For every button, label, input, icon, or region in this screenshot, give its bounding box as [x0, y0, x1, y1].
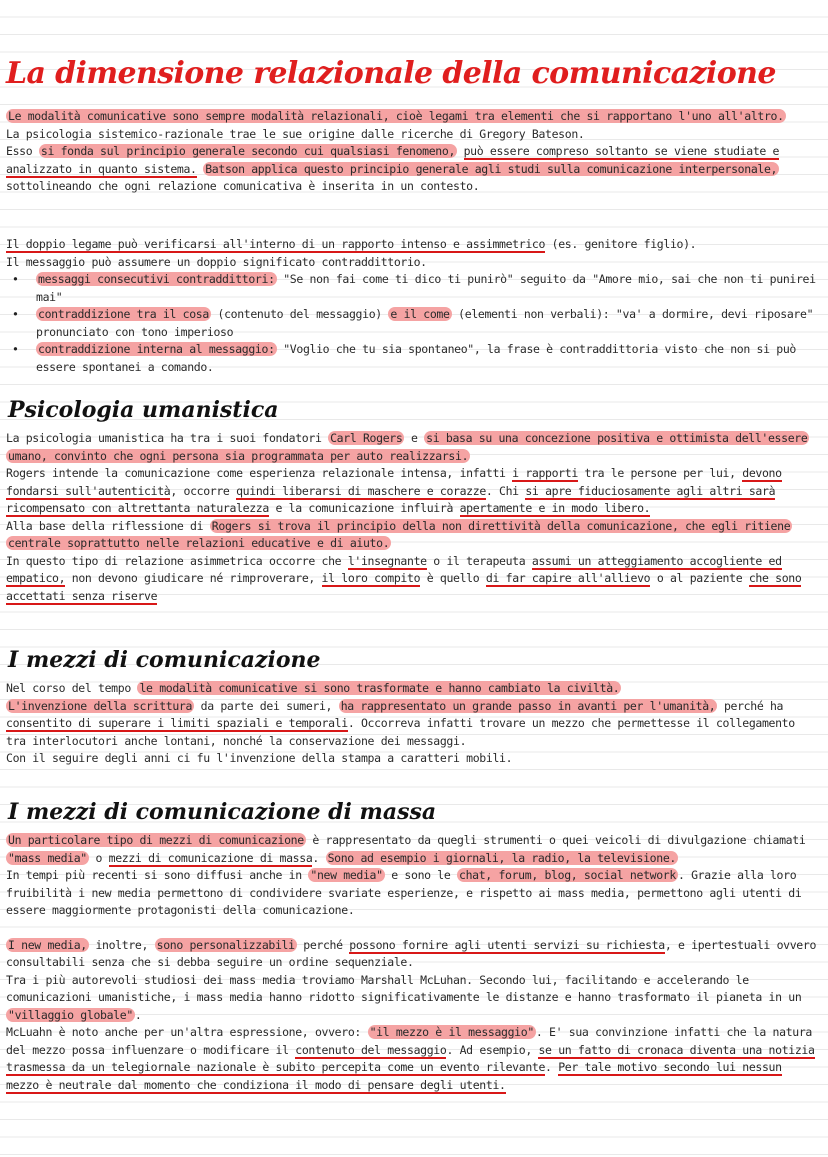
- text: Tra i più autorevoli studiosi dei mass media troviamo Marshall McLuhan. Secondo lui, facilitando e accelerando le comunicazioni umanistiche, i mass media hanno ridotto significativamente le distanze e hanno trasformato il pianeta in un: [6, 972, 802, 1004]
- section-heading-media: I mezzi di comunicazione: [8, 647, 321, 673]
- underline: consentito di superare i limiti spaziali e temporali: [6, 716, 348, 730]
- underline: possono fornire agli utenti servizi su richiesta: [349, 937, 665, 952]
- text: , occorre: [170, 483, 237, 498]
- highlight: messaggi consecutivi contraddittori:: [38, 272, 275, 286]
- highlight: Batson applica questo principio generale agli studi sulla comunicazione interpersonale,: [205, 161, 778, 176]
- mass-paragraph-4: [6, 972, 820, 1025]
- highlight: "il mezzo è il messaggio": [369, 1025, 534, 1039]
- text: [457, 144, 464, 158]
- text: . Grazie alla loro fruibilità i new media permettono di condividere svariate esperienze, e rispetto ai mass media, permettono agli utenti di essere maggiormente protagonisti della comunicazione.: [6, 868, 802, 917]
- text: (elementi non verbali): "va' a dormire, devi riposare" pronunciato con tono imperioso: [36, 307, 814, 339]
- underline: che sono accettati senza riserve: [6, 571, 802, 603]
- text: Alla base della riflessione di: [6, 518, 210, 533]
- underline: quindi liberarsi di maschere e corazze: [236, 483, 486, 498]
- mass-paragraph-3: [6, 937, 820, 972]
- text: Rogers intende la comunicazione come esperienza relazionale intensa, infatti: [6, 466, 513, 480]
- text: o: [88, 850, 109, 865]
- list-item: [36, 341, 820, 376]
- intro-paragraph-3: [6, 143, 820, 196]
- text: (contenuto del messaggio): [210, 307, 389, 321]
- text: McLuahn è noto anche per un'altra espressione, ovvero:: [6, 1025, 368, 1039]
- section-heading-mass-media: I mezzi di comunicazione di massa: [8, 799, 437, 825]
- mass-paragraph-5: [6, 1024, 820, 1094]
- text: .: [312, 850, 326, 865]
- text: , e ipertestuali ovvero consultabili senza che si debba seguire un ordine sequenziale.: [6, 937, 817, 969]
- double-bind-section: [6, 236, 820, 376]
- highlight: si fonda sul principio generale secondo cui qualsiasi fenomeno,: [40, 144, 456, 158]
- humanistic-section: [6, 430, 820, 605]
- underline: si apre fiduciosamente agli altri sarà ricompensato con altrettanta naturalezza: [6, 483, 776, 515]
- media-paragraph-2: [6, 698, 820, 751]
- humanistic-paragraph-2: [6, 465, 820, 518]
- text: è rappresentato da quegli strumenti o quei veicoli di divulgazione chiamati: [305, 833, 806, 847]
- media-section: [6, 680, 820, 768]
- intro-paragraph-1: [6, 108, 820, 126]
- highlight: si basa su una concezione positiva e ottimista dell'essere umano, convinto che ogni persona sia programmata per auto realizzarsi.: [8, 431, 808, 463]
- text: La psicologia umanistica ha tra i suoi fondatori: [6, 431, 329, 445]
- mass-paragraph-1: [6, 832, 820, 867]
- underline: Per tale motivo secondo lui nessun mezzo è neutrale dal momento che condiziona il modo di pensare degli utenti.: [6, 1060, 782, 1092]
- highlight: contraddizione tra il cosa: [38, 307, 209, 321]
- highlight: "new media": [310, 868, 383, 882]
- underline: di far capire all'allievo: [485, 571, 651, 585]
- underline: assumi un atteggiamento accogliente ed empatico,: [6, 553, 782, 585]
- highlight: le modalità comunicative si sono trasformate e hanno cambiato la civiltà.: [139, 681, 620, 695]
- text: e sono le: [384, 868, 458, 882]
- text: sottolineando che ogni relazione comunicativa è inserita in un contesto.: [6, 179, 480, 193]
- humanistic-paragraph-4: [6, 553, 820, 606]
- underline: l'insegnante: [347, 553, 427, 568]
- text: . E' sua convinzione infatti che la natura del mezzo possa influenzare o modificare il: [6, 1025, 812, 1057]
- text: o il terapeuta: [426, 553, 532, 568]
- highlight: L'invenzione della scrittura: [8, 698, 193, 713]
- underline: i rapporti: [512, 466, 578, 480]
- text: o al paziente: [650, 571, 749, 585]
- text: "Se non fai come ti dico ti punirò" seguito da "Amore mio, sai che non ti punirei mai": [36, 272, 816, 304]
- text: . Occorreva infatti trovare un mezzo che permettesse il collegamento tra interlocutori anche lontani, nonché la conservazione dei messaggi.: [6, 716, 795, 748]
- list-item: [36, 271, 820, 306]
- underline: apertamente e in modo libero.: [459, 501, 651, 515]
- text: .: [134, 1007, 142, 1022]
- text: . Chi: [485, 483, 526, 498]
- text: In questo tipo di relazione asimmetrica occorre che: [6, 553, 348, 568]
- section-heading-humanistic: Psicologia umanistica: [8, 397, 279, 423]
- text: .: [545, 1060, 559, 1074]
- underline: Il doppio legame può verificarsi all'interno di un rapporto intenso e assimmetrico: [6, 237, 546, 251]
- text: è quello: [420, 571, 486, 585]
- highlight: Carl Rogers: [330, 431, 403, 445]
- text: (es. genitore figlio).: [545, 237, 697, 251]
- intro-paragraph-2: La psicologia sistemico-razionale trae le sue origine dalle ricerche di Gregory Bateson.: [6, 126, 585, 141]
- highlight: e il come: [390, 307, 450, 321]
- page-title: La dimensione relazionale della comunicazione: [6, 56, 776, 92]
- humanistic-paragraph-3: [6, 518, 820, 553]
- underline: se un fatto di cronaca diventa una notizia trasmessa da un telegiornale nazionale è subito percepita come un evento rilevante: [6, 1042, 815, 1074]
- double-bind-paragraph-1: [6, 236, 820, 254]
- highlight: ha rappresentato un grande passo in avanti per l'umanità,: [340, 698, 716, 713]
- text: perché: [296, 937, 350, 952]
- double-bind-paragraph-2: Il messaggio può assumere un doppio significato contraddittorio.: [6, 254, 427, 269]
- highlight: "mass media": [8, 850, 87, 865]
- mass-paragraph-2: [6, 867, 820, 920]
- bullet-list: [6, 271, 820, 376]
- highlight: Le modalità comunicative sono sempre modalità relazionali, cioè legami tra elementi che si rapportano l'uno all'altro.: [8, 109, 784, 123]
- underline: mezzi di comunicazione di massa: [108, 850, 313, 865]
- text: perché ha: [717, 698, 784, 713]
- text: da parte dei sumeri,: [194, 698, 339, 713]
- intro-section: [6, 108, 820, 196]
- highlight: Un particolare tipo di mezzi di comunicazione: [8, 833, 304, 847]
- highlight: I new media,: [8, 937, 87, 952]
- underline: devono fondarsi sull'autenticità: [6, 466, 782, 498]
- mass-media-section: [6, 832, 820, 1094]
- highlight: "villaggio globale": [8, 1007, 133, 1022]
- text: . Ad esempio,: [446, 1042, 539, 1057]
- media-paragraph-3: Con il seguire degli anni ci fu l'invenzione della stampa a caratteri mobili.: [6, 751, 513, 765]
- underline: il loro compito: [321, 571, 421, 585]
- highlight: chat, forum, blog, social network: [459, 868, 676, 882]
- highlight: sono personalizzabili: [156, 937, 295, 952]
- text: non devono giudicare né rimproverare,: [65, 571, 322, 585]
- highlight: Sono ad esempio i giornali, la radio, la televisione.: [327, 850, 676, 865]
- text: In tempi più recenti si sono diffusi anche in: [6, 868, 309, 882]
- text: Nel corso del tempo: [6, 681, 138, 695]
- text: e: [404, 431, 425, 445]
- list-item: [36, 306, 820, 341]
- underline: può essere compreso soltanto se viene studiate e analizzato in quanto sistema.: [6, 144, 780, 176]
- text: Esso: [6, 144, 39, 158]
- highlight: Rogers si trova il principio della non direttività della comunicazione, che egli ritiene centrale soprattutto nelle relazioni educative e di aiuto.: [8, 518, 791, 550]
- media-paragraph-1: [6, 680, 820, 698]
- text: "Voglio che tu sia spontaneo", la frase è contraddittoria visto che non si può essere spontanei a comando.: [36, 342, 796, 374]
- text: e la comunicazione influirà: [268, 501, 460, 515]
- text: tra le persone per lui,: [577, 466, 743, 480]
- underline: contenuto del messaggio: [295, 1042, 447, 1057]
- humanistic-paragraph-1: [6, 430, 820, 465]
- highlight: contraddizione interna al messaggio:: [38, 342, 275, 356]
- text: inoltre,: [88, 937, 155, 952]
